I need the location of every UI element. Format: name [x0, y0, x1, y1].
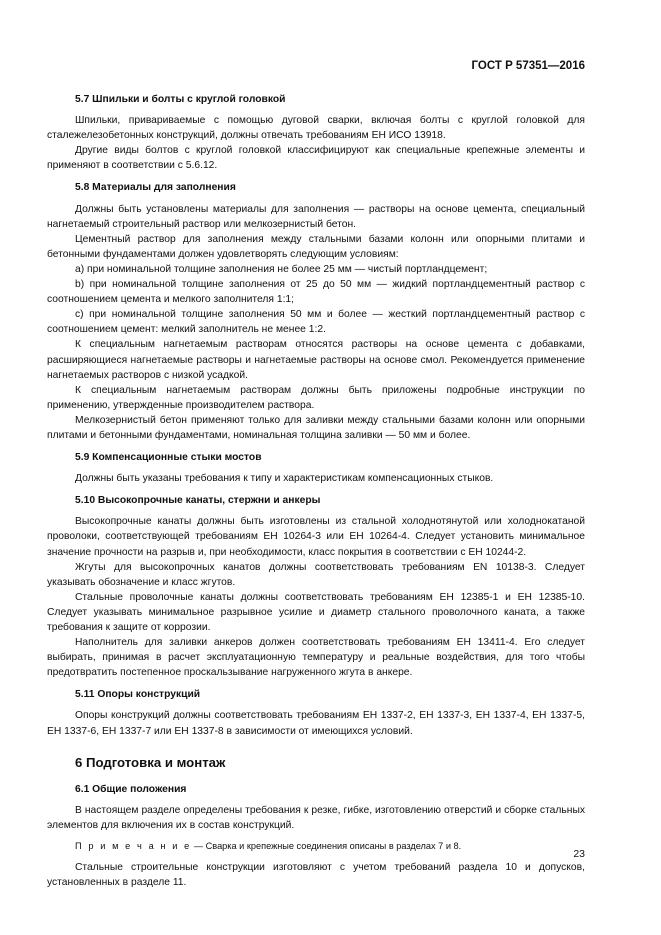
page-number: 23 — [573, 848, 585, 860]
section-6 — [47, 755, 585, 891]
paragraph: Должны быть установлены материалы для заполнения — растворы на основе цемента, специальный нагнетаемый строительный раствор или мелкозернистый бетон. — [47, 203, 585, 230]
section-5-7 — [47, 92, 585, 173]
paragraph: К специальным нагнетаемым растворам должны быть приложены подробные инструкции по применению, утвержденные производителем раствора. — [47, 384, 585, 411]
section-5-8 — [47, 180, 585, 443]
section-title: 5.10 Высокопрочные канаты, стержни и анкеры — [75, 495, 321, 507]
paragraph: Стальные строительные конструкции изготовляют с учетом требований раздела 10 и допусков, установленных в разделе 11. — [47, 862, 585, 889]
section-title: 6.1 Общие положения — [75, 783, 187, 795]
paragraph: Высокопрочные канаты должны быть изготовлены из стальной холоднотянутой или холоднокатаной проволоки, соответствующей требованиям ЕН 10264-3 или ЕН 10264-4. Следует установить минимальное значение прочности на разрыв и, при необходимости, класс покрытия в соответствии с ЕН 10244-2. — [47, 516, 585, 558]
paragraph: К специальным нагнетаемым растворам относятся растворы на основе цемента с добавками, расширяющиеся нагнетаемые растворы и нагнетаемые растворы на основе смол. Рекомендуется применение нагнетаемых растворов с низкой усадкой. — [47, 339, 585, 381]
paragraph: Мелкозернистый бетон применяют только для заливки между стальными базами колонн или опорными плитами и бетонными фундаментами, номинальная толщина заливки — 50 мм и более. — [47, 414, 585, 441]
paragraph: Стальные проволочные канаты должны соответствовать требованиям ЕН 12385-1 и ЕН 12385-10. Следует указывать минимальное разрывное усилие и диаметр стального проволочного каната, а также требования к защите от коррозии. — [47, 591, 585, 633]
paragraph: В настоящем разделе определены требования к резке, гибке, изготовлению отверстий и сборке стальных элементов для включения их в состав конструкций. — [47, 804, 585, 831]
paragraph: Наполнитель для заливки анкеров должен соответствовать требованиям ЕН 13411-4. Его следует выбирать, принимая в расчет эксплуатационную температуру и реальные воздействия, для того чтобы предотвратить постепенное проскальзывание нагруженного жгута в анкере. — [47, 637, 585, 679]
section-5-11 — [47, 687, 585, 738]
document-code: ГОСТ Р 57351—2016 — [471, 60, 585, 72]
page-body — [47, 92, 585, 890]
section-title: 5.7 Шпильки и болты с круглой головкой — [75, 94, 286, 105]
paragraph: Опоры конструкций должны соответствовать требованиям ЕН 1337-2, ЕН 1337-3, ЕН 1337-4, ЕН 1337-5, ЕН 1337-6, ЕН 1337-7 или ЕН 1337-8 в зависимости от имеющихся условий. — [47, 710, 585, 737]
list-item: c) при номинальной толщине заполнения 50 мм и более — жесткий портландцементный раствор с соотношением цемент: мелкий заполнитель не менее 1:2. — [47, 309, 585, 336]
note-text: — Сварка и крепежные соединения описаны в разделах 7 и 8. — [191, 841, 462, 852]
paragraph: Должны быть указаны требования к типу и характеристикам компенсационных стыков. — [75, 473, 494, 485]
paragraph: Шпильки, привариваемые с помощью дуговой сварки, включая болты с круглой головкой для сталежелезобетонных конструкций, должны отвечать требованиям ЕН ИСО 13918. — [47, 115, 585, 142]
section-5-9 — [47, 450, 585, 486]
section-5-10 — [47, 493, 585, 680]
note — [47, 839, 585, 854]
chapter-title: 6 Подготовка и монтаж — [75, 754, 226, 770]
section-title: 5.8 Материалы для заполнения — [75, 182, 236, 194]
section-title: 5.11 Опоры конструкций — [75, 689, 201, 701]
paragraph: Цементный раствор для заполнения между стальными базами колонн или опорными плитами и бетонными фундаментами должен удовлетворять следующим условиям: — [47, 233, 585, 260]
note-label: П р и м е ч а н и е — [75, 841, 192, 852]
section-title: 5.9 Компенсационные стыки мостов — [75, 452, 262, 464]
list-item: b) при номинальной толщине заполнения от 25 до 50 мм — жидкий портландцементный раствор с соотношением цемента и мелкого заполнителя 1:1; — [47, 279, 585, 306]
paragraph: Другие виды болтов с круглой головкой классифицируют как специальные крепежные элементы и применяют в соответствии с 5.6.12. — [47, 145, 585, 172]
list-item: a) при номинальной толщине заполнения не более 25 мм — чистый портландцемент; — [75, 263, 488, 275]
paragraph: Жгуты для высокопрочных канатов должны соответствовать требованиям EN 10138-3. Следует указывать обозначение и класс жгутов. — [47, 561, 585, 588]
